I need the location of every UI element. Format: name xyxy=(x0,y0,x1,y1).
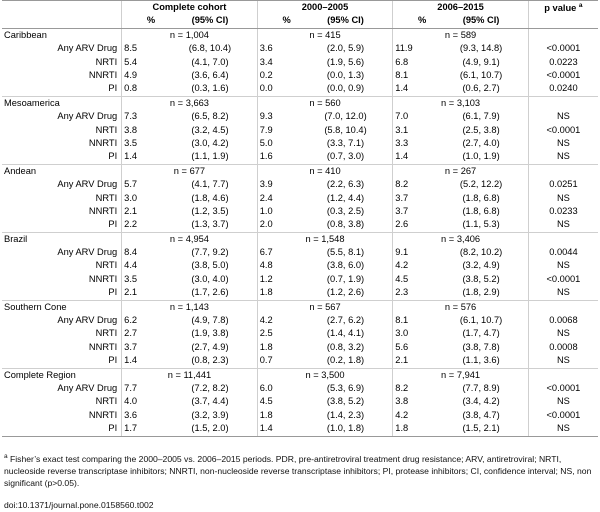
region-sample-size: n = 1,004 xyxy=(122,28,258,42)
ci-cell: (0.0, 0.9) xyxy=(326,83,365,94)
region-p-blank xyxy=(528,28,598,42)
p-value-cell: <0.0001 xyxy=(528,273,598,286)
drug-class-label: NNRTI xyxy=(88,273,118,284)
percent-cell: 8.2 xyxy=(393,178,435,191)
percent-cell: 2.6 xyxy=(393,218,435,232)
footnote-marker: a xyxy=(578,1,583,9)
region-header-row xyxy=(2,368,598,382)
footnote-text: Fisher’s exact test comparing the 2000–2005 vs. 2006–2015 periods. PDR, pre-antiretroviral treatment drug resistance; ARV, antiretroviral; NRTI, nucleoside reverse transcriptase inhibitors; NNRTI, non-nucleoside reverse transcriptase inhibitors; PI, protease inhibitors; CI, confidence interval; NS, non significant (p>0.05). xyxy=(4,453,592,488)
percent-cell: 1.7 xyxy=(122,422,164,436)
ci-cell: (1.2, 4.4) xyxy=(326,192,365,203)
ci-cell: (2.0, 5.9) xyxy=(326,43,365,54)
percent-cell: 3.3 xyxy=(393,137,435,150)
percent-cell: 3.0 xyxy=(122,191,164,204)
percent-cell: 4.0 xyxy=(122,395,164,408)
ci-cell: (5.5, 8.1) xyxy=(326,247,365,258)
percent-cell: 3.6 xyxy=(122,409,164,422)
ci-cell: (3.8, 4.7) xyxy=(462,409,500,420)
table-row xyxy=(2,259,598,272)
ci-cell: (6.1, 10.7) xyxy=(459,315,503,326)
percent-cell: 4.2 xyxy=(257,314,299,327)
p-value-cell: <0.0001 xyxy=(528,69,598,82)
percent-cell: 1.8 xyxy=(257,286,299,300)
ci-cell: (1.7, 4.7) xyxy=(462,328,500,339)
ci-cell: (2.7, 4.0) xyxy=(462,137,500,148)
header-row-groups xyxy=(2,1,598,15)
drug-class-label: NNRTI xyxy=(88,205,118,216)
header-p-value xyxy=(528,1,598,15)
region-sample-size: n = 7,941 xyxy=(393,368,529,382)
percent-cell: 6.0 xyxy=(257,382,299,395)
ci-cell: (3.7, 4.4) xyxy=(191,396,229,407)
table-row xyxy=(2,178,598,191)
header-pct: % xyxy=(257,14,299,28)
ci-cell: (1.9, 3.8) xyxy=(191,328,229,339)
percent-cell: 1.6 xyxy=(257,150,299,164)
header-blank-sub xyxy=(2,14,122,28)
region-sample-size: n = 576 xyxy=(393,300,529,314)
ci-cell: (3.2, 4.5) xyxy=(191,124,229,135)
ci-cell: (3.8, 6.0) xyxy=(326,260,365,271)
table-row xyxy=(2,246,598,259)
region-p-blank xyxy=(528,164,598,178)
percent-cell: 8.5 xyxy=(122,42,164,55)
p-value-cell: 0.0044 xyxy=(528,246,598,259)
table-row xyxy=(2,69,598,82)
percent-cell: 3.5 xyxy=(122,137,164,150)
ci-cell: (3.2, 4.9) xyxy=(462,260,500,271)
ci-cell: (1.3, 3.7) xyxy=(191,219,229,230)
p-value-cell: 0.0068 xyxy=(528,314,598,327)
header-pct: % xyxy=(393,14,435,28)
drug-class-label: NRTI xyxy=(95,396,118,407)
ci-cell: (3.3, 7.1) xyxy=(326,137,365,148)
percent-cell: 3.9 xyxy=(257,178,299,191)
percent-cell: 4.2 xyxy=(393,259,435,272)
region-sample-size: n = 3,103 xyxy=(393,96,529,110)
percent-cell: 0.8 xyxy=(122,82,164,96)
ci-cell: (0.3, 1.6) xyxy=(191,83,229,94)
drug-class-label: NNRTI xyxy=(88,70,118,80)
percent-cell: 3.8 xyxy=(122,124,164,137)
drug-class-label: PI xyxy=(108,355,118,366)
ci-cell: (0.2, 1.8) xyxy=(326,355,365,366)
region-name: Brazil xyxy=(2,232,122,246)
percent-cell: 1.4 xyxy=(257,422,299,436)
p-value-cell: NS xyxy=(528,191,598,204)
percent-cell: 3.0 xyxy=(393,327,435,340)
ci-cell: (6.1, 10.7) xyxy=(459,70,503,80)
drug-class-label: Any ARV Drug xyxy=(57,382,118,393)
ci-cell: (6.8, 10.4) xyxy=(188,43,232,54)
header-2000-2005: 2000–2005 xyxy=(257,1,393,15)
drug-class-label: PI xyxy=(108,219,118,230)
ci-cell: (1.0, 1.8) xyxy=(299,422,393,436)
percent-cell: 1.8 xyxy=(257,409,299,422)
percent-cell: 6.8 xyxy=(393,56,435,69)
drug-class-label: Any ARV Drug xyxy=(57,111,118,122)
region-sample-size: n = 567 xyxy=(257,300,393,314)
percent-cell: 1.4 xyxy=(393,82,435,96)
drug-class-label: NRTI xyxy=(95,328,118,339)
doi-text: doi:10.1371/journal.pone.0158560.t002 xyxy=(4,500,154,510)
ci-cell: (1.8, 6.8) xyxy=(462,192,500,203)
drug-class-label: NRTI xyxy=(95,192,118,203)
table-row xyxy=(2,150,598,164)
ci-cell: (1.2, 2.6) xyxy=(326,287,365,298)
table-body xyxy=(2,28,598,436)
region-header-row xyxy=(2,232,598,246)
table-row xyxy=(2,110,598,123)
percent-cell: 3.4 xyxy=(257,56,299,69)
p-value-cell: NS xyxy=(528,327,598,340)
percent-cell: 0.7 xyxy=(257,354,299,368)
percent-cell: 2.7 xyxy=(122,327,164,340)
percent-cell: 2.4 xyxy=(257,191,299,204)
table-row xyxy=(2,191,598,204)
percent-cell: 4.2 xyxy=(393,409,435,422)
table-row xyxy=(2,205,598,218)
p-value-cell: 0.0223 xyxy=(528,56,598,69)
percent-cell: 4.5 xyxy=(393,273,435,286)
p-value-cell: <0.0001 xyxy=(528,382,598,395)
region-sample-size: n = 589 xyxy=(393,28,529,42)
ci-cell: (3.4, 4.2) xyxy=(462,396,500,407)
table-row xyxy=(2,286,598,300)
footnote-marker: a xyxy=(4,453,8,460)
region-p-blank xyxy=(528,232,598,246)
header-pct: % xyxy=(122,14,164,28)
percent-cell: 7.3 xyxy=(122,110,164,123)
header-2006-2015: 2006–2015 xyxy=(393,1,529,15)
region-header-row xyxy=(2,164,598,178)
percent-cell: 4.8 xyxy=(257,259,299,272)
header-ci: (95% CI) xyxy=(299,14,393,28)
region-name: Mesoamerica xyxy=(2,96,122,110)
region-sample-size: n = 267 xyxy=(393,164,529,178)
percent-cell: 2.0 xyxy=(257,218,299,232)
ci-cell: (5.3, 6.9) xyxy=(326,382,365,393)
region-sample-size: n = 560 xyxy=(257,96,393,110)
ci-cell: (4.9, 7.8) xyxy=(191,315,229,326)
ci-cell: (0.3, 2.5) xyxy=(326,205,365,216)
percent-cell: 0.2 xyxy=(257,69,299,82)
percent-cell: 1.2 xyxy=(257,273,299,286)
region-sample-size: n = 1,548 xyxy=(257,232,393,246)
percent-cell: 1.4 xyxy=(122,150,164,164)
drug-class-label: PI xyxy=(108,287,118,298)
drug-class-label: NRTI xyxy=(95,56,118,67)
region-sample-size: n = 11,441 xyxy=(122,368,258,382)
percent-cell: 8.1 xyxy=(393,314,435,327)
region-sample-size: n = 4,954 xyxy=(122,232,258,246)
p-value-cell: 0.0008 xyxy=(528,341,598,354)
ci-cell: (1.4, 2.3) xyxy=(326,409,365,420)
p-value-cell: NS xyxy=(528,218,598,232)
ci-cell: (1.8, 2.9) xyxy=(462,287,500,298)
p-value-cell: 0.0233 xyxy=(528,205,598,218)
ci-cell: (3.8, 5.2) xyxy=(326,396,365,407)
table-row xyxy=(2,273,598,286)
percent-cell: 2.1 xyxy=(122,205,164,218)
percent-cell: 5.6 xyxy=(393,341,435,354)
percent-cell: 1.8 xyxy=(257,341,299,354)
percent-cell: 8.1 xyxy=(393,69,435,82)
ci-cell: (3.0, 4.2) xyxy=(191,137,229,148)
region-sample-size: n = 3,406 xyxy=(393,232,529,246)
percent-cell: 2.3 xyxy=(393,286,435,300)
ci-cell: (3.2, 3.9) xyxy=(191,409,229,420)
ci-cell: (0.6, 2.7) xyxy=(462,83,500,94)
table-row xyxy=(2,341,598,354)
percent-cell: 3.7 xyxy=(393,191,435,204)
ci-cell: (1.9, 5.6) xyxy=(326,56,365,67)
header-blank xyxy=(2,1,122,15)
header-ci: (95% CI) xyxy=(163,14,257,28)
p-value-cell: 0.0240 xyxy=(528,82,598,96)
ci-cell: (0.7, 3.0) xyxy=(326,151,365,162)
p-value-cell: <0.0001 xyxy=(528,124,598,137)
p-value-cell: NS xyxy=(528,110,598,123)
ci-cell: (1.5, 2.1) xyxy=(434,422,528,436)
region-sample-size: n = 3,663 xyxy=(122,96,258,110)
table-row xyxy=(2,409,598,422)
table-row xyxy=(2,422,598,436)
percent-cell: 4.9 xyxy=(122,69,164,82)
percent-cell: 2.1 xyxy=(122,286,164,300)
ci-cell: (5.2, 12.2) xyxy=(459,179,503,190)
region-name: Andean xyxy=(2,164,122,178)
drug-class-label: Any ARV Drug xyxy=(57,179,118,190)
ci-cell: (1.8, 4.6) xyxy=(191,192,229,203)
percent-cell: 7.0 xyxy=(393,110,435,123)
ci-cell: (1.2, 3.5) xyxy=(191,205,229,216)
table-row xyxy=(2,327,598,340)
percent-cell: 7.7 xyxy=(122,382,164,395)
header-row-sub xyxy=(2,14,598,28)
region-p-blank xyxy=(528,368,598,382)
percent-cell: 7.9 xyxy=(257,124,299,137)
drug-class-label: NNRTI xyxy=(88,137,118,148)
table-row xyxy=(2,124,598,137)
ci-cell: (7.0, 12.0) xyxy=(324,111,367,122)
percent-cell: 4.5 xyxy=(257,395,299,408)
ci-cell: (1.8, 6.8) xyxy=(462,205,500,216)
ci-cell: (9.3, 14.8) xyxy=(459,43,503,54)
header-p-value-text: p value xyxy=(544,2,577,13)
ci-cell: (0.0, 1.3) xyxy=(326,70,365,80)
ci-cell: (0.7, 1.9) xyxy=(326,273,365,284)
percent-cell: 8.2 xyxy=(393,382,435,395)
ci-cell: (7.7, 9.2) xyxy=(191,247,229,258)
ci-cell: (2.5, 3.8) xyxy=(462,124,500,135)
table-footnote xyxy=(4,451,594,489)
ci-cell: (3.8, 5.0) xyxy=(191,260,229,271)
percent-cell: 1.0 xyxy=(257,205,299,218)
drug-class-label: PI xyxy=(108,83,118,94)
drug-class-label: NNRTI xyxy=(88,341,118,352)
ci-cell: (3.8, 7.8) xyxy=(462,341,500,352)
percent-cell: 9.1 xyxy=(393,246,435,259)
percent-cell: 5.7 xyxy=(122,178,164,191)
table-row xyxy=(2,137,598,150)
ci-cell: (4.1, 7.0) xyxy=(191,56,229,67)
table-row xyxy=(2,218,598,232)
percent-cell: 4.4 xyxy=(122,259,164,272)
ci-cell: (0.8, 3.2) xyxy=(326,341,365,352)
drug-class-label: NNRTI xyxy=(88,409,118,420)
region-sample-size: n = 1,143 xyxy=(122,300,258,314)
region-header-row xyxy=(2,96,598,110)
table-row xyxy=(2,42,598,55)
percent-cell: 3.5 xyxy=(122,273,164,286)
percent-cell: 3.7 xyxy=(393,205,435,218)
region-sample-size: n = 677 xyxy=(122,164,258,178)
percent-cell: 3.6 xyxy=(257,42,299,55)
region-sample-size: n = 415 xyxy=(257,28,393,42)
p-value-cell: NS xyxy=(528,422,598,436)
drug-class-label: NRTI xyxy=(95,260,118,271)
ci-cell: (4.1, 7.7) xyxy=(191,179,229,190)
percent-cell: 2.1 xyxy=(393,354,435,368)
p-value-cell: NS xyxy=(528,354,598,368)
p-value-cell: NS xyxy=(528,395,598,408)
ci-cell: (5.8, 10.4) xyxy=(324,124,367,135)
p-value-cell: NS xyxy=(528,259,598,272)
ci-cell: (2.7, 4.9) xyxy=(191,341,229,352)
drug-class-label: Any ARV Drug xyxy=(57,315,118,326)
percent-cell: 5.4 xyxy=(122,56,164,69)
p-value-cell: <0.0001 xyxy=(528,42,598,55)
table-row xyxy=(2,395,598,408)
ci-cell: (2.2, 6.3) xyxy=(326,179,365,190)
percent-cell: 2.2 xyxy=(122,218,164,232)
ci-cell: (7.2, 8.2) xyxy=(191,382,229,393)
p-value-cell: <0.0001 xyxy=(528,409,598,422)
percent-cell: 9.3 xyxy=(257,110,299,123)
region-name: Caribbean xyxy=(2,28,122,42)
table-row xyxy=(2,314,598,327)
ci-cell: (6.5, 8.2) xyxy=(191,111,229,122)
percent-cell: 11.9 xyxy=(393,42,435,55)
percent-cell: 2.5 xyxy=(257,327,299,340)
header-ci: (95% CI) xyxy=(434,14,528,28)
region-sample-size: n = 410 xyxy=(257,164,393,178)
ci-cell: (6.1, 7.9) xyxy=(462,111,500,122)
percent-cell: 8.4 xyxy=(122,246,164,259)
ci-cell: (2.7, 6.2) xyxy=(326,315,365,326)
drug-resistance-table xyxy=(2,0,598,437)
table-row xyxy=(2,354,598,368)
percent-cell: 1.4 xyxy=(393,150,435,164)
drug-class-label: PI xyxy=(2,422,122,436)
drug-class-label: Any ARV Drug xyxy=(57,43,118,54)
percent-cell: 5.0 xyxy=(257,137,299,150)
percent-cell: 3.7 xyxy=(122,341,164,354)
ci-cell: (3.6, 6.4) xyxy=(191,70,229,80)
ci-cell: (3.8, 5.2) xyxy=(462,273,500,284)
p-value-cell: NS xyxy=(528,150,598,164)
ci-cell: (1.1, 5.3) xyxy=(462,219,500,230)
percent-cell: 3.1 xyxy=(393,124,435,137)
ci-cell: (1.5, 2.0) xyxy=(163,422,257,436)
region-p-blank xyxy=(528,300,598,314)
ci-cell: (1.4, 4.1) xyxy=(326,328,365,339)
percent-cell: 6.2 xyxy=(122,314,164,327)
header-complete-cohort: Complete cohort xyxy=(122,1,258,15)
ci-cell: (3.0, 4.0) xyxy=(191,273,229,284)
percent-cell: 6.7 xyxy=(257,246,299,259)
ci-cell: (1.1, 1.9) xyxy=(191,151,229,162)
p-value-cell: 0.0251 xyxy=(528,178,598,191)
drug-class-label: Any ARV Drug xyxy=(57,247,118,258)
ci-cell: (1.7, 2.6) xyxy=(191,287,229,298)
table-row xyxy=(2,56,598,69)
percent-cell: 1.4 xyxy=(122,354,164,368)
p-value-cell: NS xyxy=(528,137,598,150)
region-header-row xyxy=(2,300,598,314)
percent-cell: 1.8 xyxy=(393,422,435,436)
region-name: Southern Cone xyxy=(2,300,122,314)
ci-cell: (4.9, 9.1) xyxy=(462,56,500,67)
header-blank-p xyxy=(528,14,598,28)
region-sample-size: n = 3,500 xyxy=(257,368,393,382)
region-header-row xyxy=(2,28,598,42)
ci-cell: (1.0, 1.9) xyxy=(462,151,500,162)
region-p-blank xyxy=(528,96,598,110)
drug-class-label: PI xyxy=(108,151,118,162)
table-row xyxy=(2,82,598,96)
ci-cell: (8.2, 10.2) xyxy=(459,247,503,258)
ci-cell: (0.8, 2.3) xyxy=(191,355,229,366)
region-name: Complete Region xyxy=(2,368,122,382)
drug-class-label: NRTI xyxy=(95,124,118,135)
percent-cell: 3.8 xyxy=(393,395,435,408)
ci-cell: (1.1, 3.6) xyxy=(462,355,500,366)
p-value-cell: NS xyxy=(528,286,598,300)
ci-cell: (0.8, 3.8) xyxy=(326,219,365,230)
table-row xyxy=(2,382,598,395)
ci-cell: (7.7, 8.9) xyxy=(462,382,500,393)
percent-cell: 0.0 xyxy=(257,82,299,96)
